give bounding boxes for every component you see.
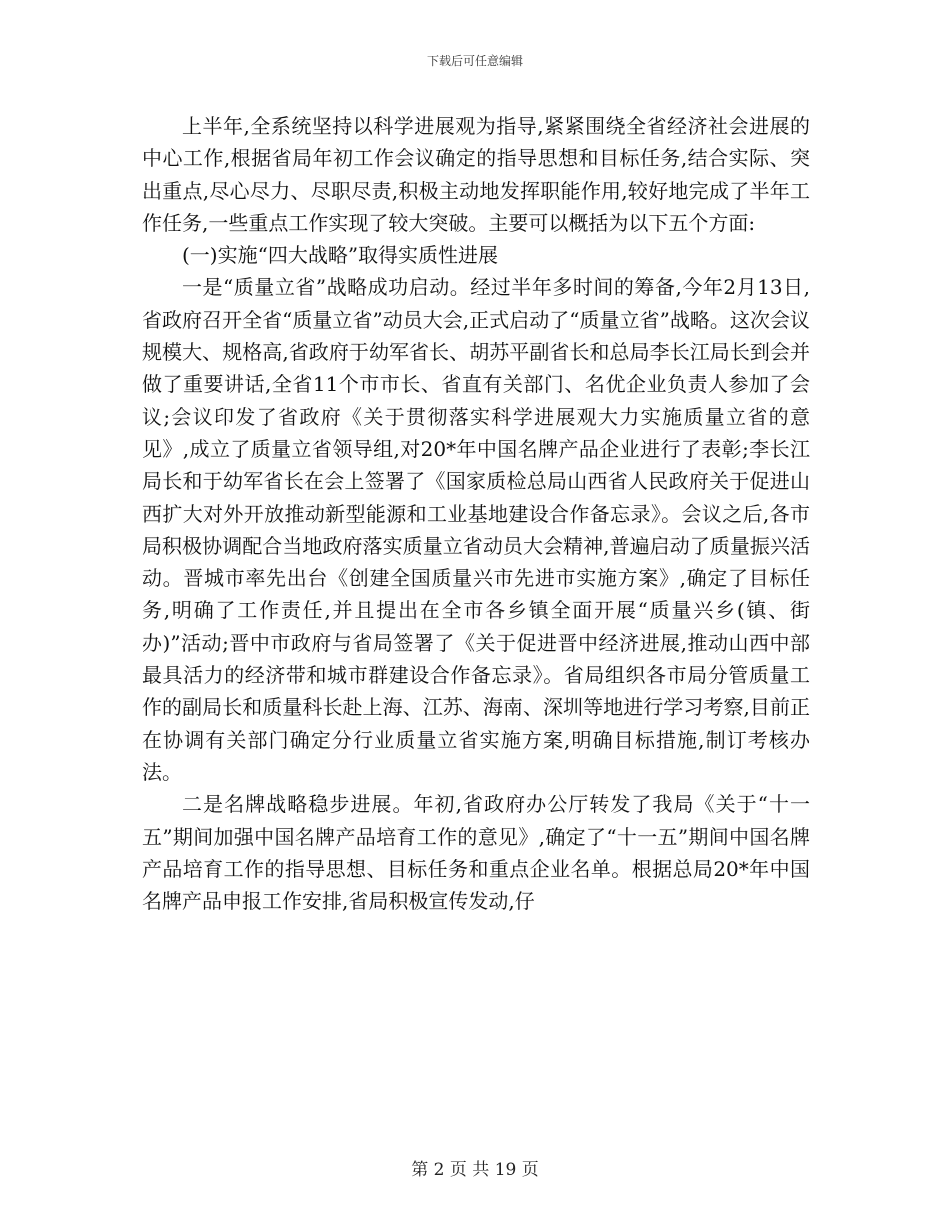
page-number: 第 2 页 共 19 页 — [411, 1160, 539, 1180]
brand-strategy-paragraph: 二是名牌战略稳步进展。年初,省政府办公厅转发了我局《关于“十一五”期间加强中国名牌产品培育工作的意见》,确定了“十一五”期间中国名牌产品培育工作的指导思想、目标任务和重点企业名单。根据总局20*年中国名牌产品申报工作安排,省局积极宣传发动,仔 — [142, 792, 810, 914]
document-body — [142, 110, 810, 917]
section-heading: (一)实施“四大战略”取得实质性进展 — [182, 243, 499, 268]
page-header-note: 下载后可任意编辑 — [426, 54, 523, 68]
intro-paragraph: 上半年,全系统坚持以科学进展观为指导,紧紧围绕全省经济社会进展的中心工作,根据省局年初工作会议确定的指导思想和目标任务,结合实际、突出重点,尽心尽力、尽职尽责,积极主动地发挥职能作用,较好地完成了半年工作任务,一些重点工作实现了较大突破。主要可以概括为以下五个方面: — [142, 114, 810, 235]
quality-strategy-paragraph: 一是“质量立省”战略成功启动。经过半年多时间的筹备,今年2月13日,省政府召开全省“质量立省”动员大会,正式启动了“质量立省”战略。这次会议规模大、规格高,省政府于幼军省长、胡苏平副省长和总局李长江局长到会并做了重要讲话,全省11个市市长、省直有关部门、名优企业负责人参加了会议;会议印发了省政府《关于贯彻落实科学进展观大力实施质量立省的意见》,成立了质量立省领导组,对20*年中国名牌产品企业进行了表彰;李长江局长和于幼军省长在会上签署了《国家质检总局山西省人民政府关于促进山西扩大对外开放推动新型能源和工业基地建设合作备忘录》。会议之后,各市局积极协调配合当地政府落实质量立省动员大会精神,普遍启动了质量振兴活动。晋城市率先出台《创建全国质量兴市先进市实施方案》,确定了目标任务,明确了工作责任,并且提出在全市各乡镇全面开展“质量兴乡(镇、街办)”活动;晋中市政府与省局签署了《关于促进晋中经济进展,推动山西中部最具活力的经济带和城市群建设合作备忘录》。省局组织各市局分管质量工作的副局长和质量科长赴上海、江苏、海南、深圳等地进行学习考察,目前正在协调有关部门确定分行业质量立省实施方案,明确目标措施,制订考核办法。 — [142, 275, 810, 784]
